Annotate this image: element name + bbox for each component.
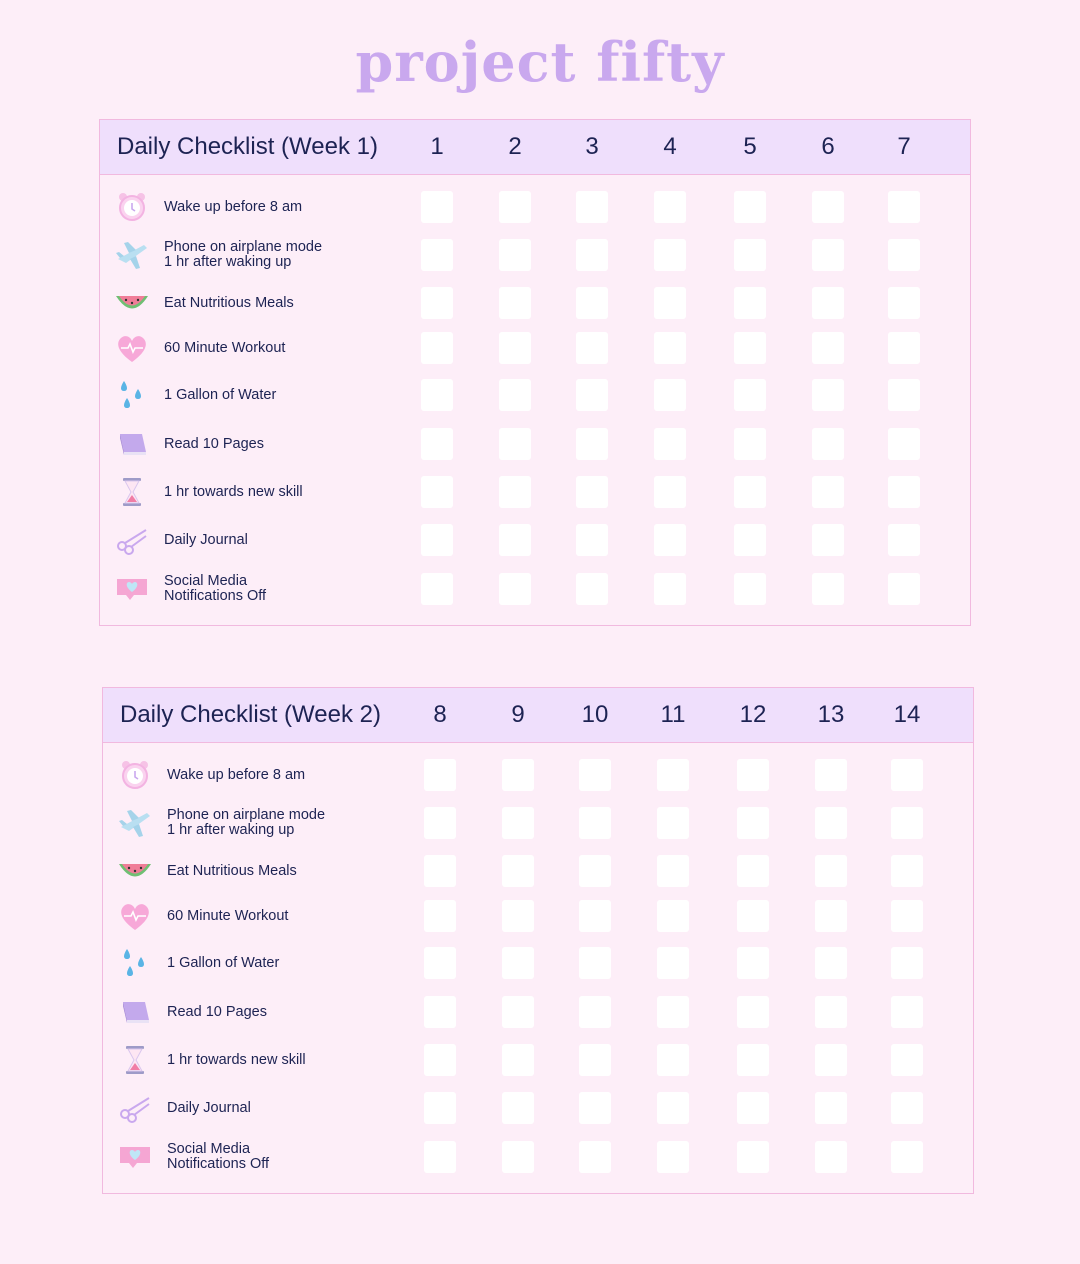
checkbox[interactable] — [576, 379, 608, 411]
checkbox[interactable] — [734, 332, 766, 364]
checkbox[interactable] — [579, 807, 611, 839]
checklist-body — [103, 743, 973, 1193]
checkbox[interactable] — [891, 900, 923, 932]
checkbox[interactable] — [654, 332, 686, 364]
task-row — [103, 851, 973, 891]
task-label: Daily Journal — [164, 531, 248, 548]
checkbox[interactable] — [579, 996, 611, 1028]
airplane-icon — [117, 807, 153, 839]
day-number: 8 — [433, 701, 447, 728]
checkbox[interactable] — [815, 1092, 847, 1124]
watermelon-icon — [114, 287, 150, 319]
checkbox[interactable] — [576, 239, 608, 271]
task-label: Daily Journal — [167, 1099, 251, 1116]
checkbox[interactable] — [424, 807, 456, 839]
checkbox[interactable] — [499, 524, 531, 556]
checkbox[interactable] — [421, 524, 453, 556]
task-row — [103, 943, 973, 983]
task-label: Eat Nutritious Meals — [167, 862, 297, 879]
task-label: Eat Nutritious Meals — [164, 294, 294, 311]
checkbox[interactable] — [891, 807, 923, 839]
checkbox[interactable] — [421, 573, 453, 605]
alarm-clock-icon — [114, 191, 150, 223]
task-label: Phone on airplane mode 1 hr after waking up — [167, 807, 326, 838]
task-label: Read 10 Pages — [164, 435, 264, 452]
checkbox[interactable] — [579, 1092, 611, 1124]
checkbox[interactable] — [888, 379, 920, 411]
task-label: Phone on airplane mode 1 hr after waking up — [164, 239, 323, 270]
checklist-header — [100, 120, 970, 175]
task-row — [103, 1040, 973, 1080]
task-row — [103, 1137, 973, 1177]
checkbox[interactable] — [737, 996, 769, 1028]
checkbox[interactable] — [499, 428, 531, 460]
checkbox[interactable] — [891, 947, 923, 979]
day-number: 4 — [663, 133, 677, 160]
day-number: 2 — [508, 133, 522, 160]
checkbox[interactable] — [737, 855, 769, 887]
checkbox[interactable] — [654, 287, 686, 319]
checkbox[interactable] — [812, 287, 844, 319]
checkbox[interactable] — [576, 332, 608, 364]
book-icon — [114, 428, 150, 460]
task-label: 1 hr towards new skill — [167, 1051, 306, 1068]
checkbox[interactable] — [734, 239, 766, 271]
checkbox[interactable] — [888, 239, 920, 271]
checkbox[interactable] — [502, 807, 534, 839]
book-icon — [117, 996, 153, 1028]
alarm-clock-icon — [117, 759, 153, 791]
checkbox[interactable] — [815, 855, 847, 887]
checkbox[interactable] — [579, 855, 611, 887]
day-number: 3 — [585, 133, 599, 160]
checkbox[interactable] — [654, 239, 686, 271]
checkbox[interactable] — [737, 947, 769, 979]
checkbox[interactable] — [579, 1141, 611, 1173]
day-number: 13 — [817, 701, 845, 728]
checkbox[interactable] — [815, 807, 847, 839]
checkbox[interactable] — [737, 759, 769, 791]
checkbox[interactable] — [654, 428, 686, 460]
checkbox[interactable] — [734, 428, 766, 460]
task-label: 60 Minute Workout — [164, 339, 286, 356]
hourglass-icon — [117, 1044, 153, 1076]
heart-pulse-icon — [114, 332, 150, 364]
checkbox[interactable] — [888, 428, 920, 460]
checklist-title: Daily Checklist (Week 2) — [120, 701, 381, 728]
checkbox[interactable] — [888, 332, 920, 364]
task-row — [103, 896, 973, 936]
watermelon-icon — [117, 855, 153, 887]
checkbox[interactable] — [421, 476, 453, 508]
task-label: 60 Minute Workout — [167, 907, 289, 924]
day-number: 9 — [511, 701, 525, 728]
scissors-icon — [114, 524, 150, 556]
day-number: 7 — [897, 133, 911, 160]
checkbox[interactable] — [812, 524, 844, 556]
checkbox[interactable] — [576, 287, 608, 319]
checkbox[interactable] — [812, 379, 844, 411]
checkbox[interactable] — [502, 996, 534, 1028]
scissors-icon — [117, 1092, 153, 1124]
task-row — [100, 235, 970, 275]
water-drops-icon — [114, 379, 150, 411]
day-number: 11 — [660, 701, 686, 728]
checkbox[interactable] — [657, 947, 689, 979]
checkbox[interactable] — [734, 476, 766, 508]
task-label: Social Media Notifications Off — [164, 573, 267, 604]
checkbox[interactable] — [657, 1092, 689, 1124]
checkbox[interactable] — [812, 239, 844, 271]
checkbox[interactable] — [737, 807, 769, 839]
checkbox[interactable] — [421, 239, 453, 271]
checkbox[interactable] — [502, 1141, 534, 1173]
heart-pulse-icon — [117, 900, 153, 932]
checkbox[interactable] — [499, 476, 531, 508]
checkbox[interactable] — [815, 996, 847, 1028]
checkbox[interactable] — [654, 379, 686, 411]
checkbox[interactable] — [812, 191, 844, 223]
checkbox[interactable] — [502, 900, 534, 932]
task-row — [100, 375, 970, 415]
checkbox[interactable] — [734, 379, 766, 411]
water-drops-icon — [117, 947, 153, 979]
task-label: Read 10 Pages — [167, 1003, 267, 1020]
checkbox[interactable] — [815, 759, 847, 791]
checkbox[interactable] — [891, 855, 923, 887]
page-title: project fifty — [355, 30, 725, 94]
task-row — [100, 283, 970, 323]
checkbox[interactable] — [737, 900, 769, 932]
notification-heart-icon — [117, 1141, 153, 1173]
checkbox[interactable] — [654, 191, 686, 223]
checklist-week-2 — [102, 687, 974, 1194]
task-label: Wake up before 8 am — [164, 198, 303, 215]
checkbox[interactable] — [815, 1044, 847, 1076]
checkbox[interactable] — [502, 1092, 534, 1124]
checklist-header — [103, 688, 973, 743]
task-row — [103, 803, 973, 843]
checkbox[interactable] — [815, 947, 847, 979]
checkbox[interactable] — [499, 332, 531, 364]
day-number: 12 — [739, 701, 767, 728]
checkbox[interactable] — [891, 1141, 923, 1173]
checkbox[interactable] — [737, 1141, 769, 1173]
checkbox[interactable] — [424, 1092, 456, 1124]
task-row — [100, 520, 970, 560]
checkbox[interactable] — [576, 476, 608, 508]
checkbox[interactable] — [888, 476, 920, 508]
checkbox[interactable] — [812, 332, 844, 364]
checkbox[interactable] — [657, 996, 689, 1028]
checkbox[interactable] — [576, 191, 608, 223]
task-row — [100, 328, 970, 368]
task-row — [100, 472, 970, 512]
checkbox[interactable] — [576, 428, 608, 460]
checkbox[interactable] — [734, 524, 766, 556]
checkbox[interactable] — [499, 191, 531, 223]
checkbox[interactable] — [657, 855, 689, 887]
checkbox[interactable] — [424, 900, 456, 932]
checkbox[interactable] — [579, 1044, 611, 1076]
checkbox[interactable] — [888, 287, 920, 319]
checkbox[interactable] — [499, 239, 531, 271]
checkbox[interactable] — [421, 191, 453, 223]
checkbox[interactable] — [421, 428, 453, 460]
airplane-icon — [114, 239, 150, 271]
checkbox[interactable] — [812, 476, 844, 508]
task-row — [103, 1088, 973, 1128]
checkbox[interactable] — [579, 947, 611, 979]
checkbox[interactable] — [424, 947, 456, 979]
checkbox[interactable] — [499, 573, 531, 605]
task-row — [100, 569, 970, 609]
checkbox[interactable] — [502, 759, 534, 791]
day-number: 14 — [893, 701, 921, 728]
day-number: 6 — [821, 133, 835, 160]
checkbox[interactable] — [424, 759, 456, 791]
checkbox[interactable] — [421, 379, 453, 411]
checkbox[interactable] — [657, 1044, 689, 1076]
checkbox[interactable] — [737, 1092, 769, 1124]
checkbox[interactable] — [891, 1092, 923, 1124]
task-row — [103, 992, 973, 1032]
checkbox[interactable] — [657, 900, 689, 932]
checkbox[interactable] — [499, 287, 531, 319]
day-number: 5 — [743, 133, 757, 160]
task-label: Wake up before 8 am — [167, 766, 306, 783]
checkbox[interactable] — [576, 524, 608, 556]
checkbox[interactable] — [891, 759, 923, 791]
checkbox[interactable] — [502, 947, 534, 979]
checklist-week-1 — [99, 119, 971, 626]
notification-heart-icon — [114, 573, 150, 605]
task-row — [100, 424, 970, 464]
task-row — [103, 755, 973, 795]
checkbox[interactable] — [815, 1141, 847, 1173]
checkbox[interactable] — [654, 573, 686, 605]
checkbox[interactable] — [424, 855, 456, 887]
checkbox[interactable] — [812, 573, 844, 605]
checklist-title: Daily Checklist (Week 1) — [117, 133, 378, 160]
checkbox[interactable] — [499, 379, 531, 411]
checkbox[interactable] — [579, 759, 611, 791]
checkbox[interactable] — [734, 287, 766, 319]
checkbox[interactable] — [502, 1044, 534, 1076]
checkbox[interactable] — [579, 900, 611, 932]
checklist-body — [100, 175, 970, 625]
checkbox[interactable] — [657, 759, 689, 791]
checkbox[interactable] — [888, 573, 920, 605]
checkbox[interactable] — [657, 807, 689, 839]
checkbox[interactable] — [734, 573, 766, 605]
checkbox[interactable] — [421, 287, 453, 319]
checkbox[interactable] — [654, 476, 686, 508]
checkbox[interactable] — [815, 900, 847, 932]
task-label: Social Media Notifications Off — [167, 1141, 270, 1172]
day-number: 10 — [581, 701, 609, 728]
checkbox[interactable] — [424, 996, 456, 1028]
checkbox[interactable] — [888, 524, 920, 556]
checkbox[interactable] — [424, 1141, 456, 1173]
checkbox[interactable] — [657, 1141, 689, 1173]
hourglass-icon — [114, 476, 150, 508]
checkbox[interactable] — [576, 573, 608, 605]
checkbox[interactable] — [891, 1044, 923, 1076]
task-row — [100, 187, 970, 227]
task-label: 1 Gallon of Water — [164, 386, 277, 403]
checkbox[interactable] — [502, 855, 534, 887]
checkbox[interactable] — [421, 332, 453, 364]
checkbox[interactable] — [737, 1044, 769, 1076]
checkbox[interactable] — [888, 191, 920, 223]
day-number: 1 — [430, 133, 444, 160]
checkbox[interactable] — [812, 428, 844, 460]
task-label: 1 Gallon of Water — [167, 954, 280, 971]
checkbox[interactable] — [424, 1044, 456, 1076]
checkbox[interactable] — [891, 996, 923, 1028]
task-label: 1 hr towards new skill — [164, 483, 303, 500]
checkbox[interactable] — [654, 524, 686, 556]
checkbox[interactable] — [734, 191, 766, 223]
